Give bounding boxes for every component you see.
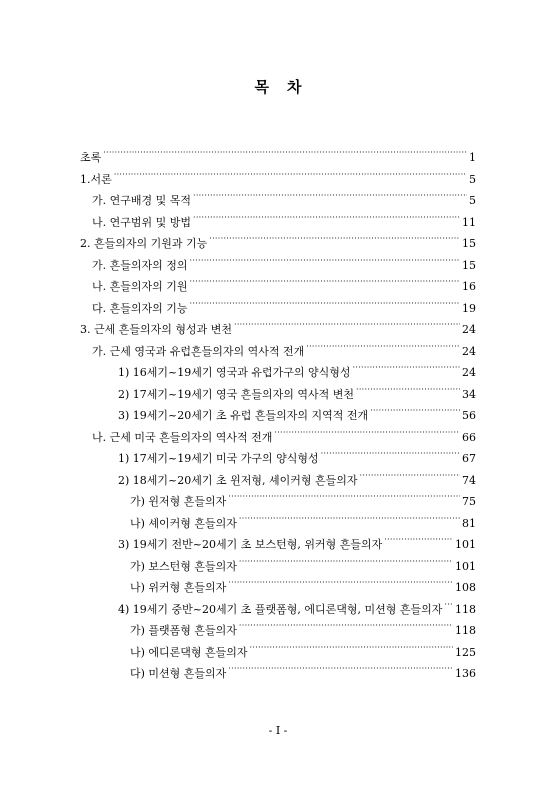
toc-entry[interactable] (92, 212, 476, 230)
toc-entry[interactable] (118, 384, 476, 402)
toc-leader-dots (190, 298, 461, 312)
page-footer: - I - (268, 724, 288, 737)
toc-entry-label: 2. 흔들의자의 기원과 기능 (80, 237, 208, 250)
toc-leader-dots (228, 491, 460, 505)
toc-entry-label: 2) 17세기~19세기 영국 흔들의자의 역사적 변천 (118, 387, 354, 401)
toc-leader-dots (306, 341, 460, 355)
title-char-2: 차 (287, 78, 302, 96)
toc-leader-dots (209, 233, 460, 247)
toc-leader-dots (234, 319, 460, 333)
toc-entry-label: 다. 흔들의자의 기능 (92, 301, 188, 315)
toc-leader-dots (193, 190, 467, 204)
toc-leader-dots (114, 169, 467, 183)
toc-leader-dots (370, 405, 460, 419)
toc-entry-label: 나) 에디론댁형 흔들의자 (130, 645, 248, 659)
toc-leader-dots (228, 663, 453, 677)
toc-leader-dots (250, 642, 453, 656)
toc-entry-label: 나. 연구범위 및 방법 (92, 215, 191, 229)
toc-entry[interactable] (92, 427, 476, 445)
toc-entry-label: 가. 흔들의자의 정의 (92, 258, 188, 272)
toc-entry-page-number: 81 (462, 516, 476, 530)
toc-entry-label: 1.서론 (80, 172, 112, 186)
toc-entry-page-number: 136 (455, 667, 476, 680)
toc-entry[interactable] (118, 405, 476, 423)
toc-entry-page-number: 5 (469, 194, 476, 207)
toc-leader-dots (356, 384, 460, 398)
toc-entry-page-number: 101 (455, 559, 476, 573)
toc-entry[interactable] (130, 663, 476, 681)
toc-entry-label: 나. 근세 미국 흔들의자의 역사적 전개 (92, 430, 273, 444)
toc-entry-page-number: 19 (462, 301, 476, 315)
toc-entry[interactable] (92, 276, 476, 294)
toc-entry[interactable] (92, 298, 476, 316)
toc-leader-dots (190, 255, 461, 269)
toc-entry-label: 3) 19세기 전반~20세기 초 보스턴형, 위커형 흔들의자 (118, 538, 383, 551)
toc-entry-page-number: 1 (469, 151, 476, 164)
toc-entry-label: 가) 플랫폼형 흔들의자 (130, 624, 237, 637)
toc-entry-label: 가) 보스턴형 흔들의자 (130, 559, 237, 573)
toc-entry[interactable] (118, 534, 476, 552)
toc-entry[interactable] (118, 470, 476, 488)
toc-entry-label: 가. 연구배경 및 목적 (92, 194, 191, 207)
toc-entry-label: 3) 19세기~20세기 초 유럽 흔들의자의 지역적 전개 (118, 409, 369, 422)
toc-entry[interactable] (118, 599, 476, 617)
toc-entry-page-number: 66 (462, 430, 476, 444)
toc-leader-dots (321, 448, 460, 462)
toc-leader-dots (190, 276, 461, 290)
toc-entry-label: 4) 19세기 중반~20세기 초 플랫폼형, 에디론댁형, 미션형 흔들의자 (118, 602, 443, 616)
toc-entry-page-number: 24 (462, 344, 476, 358)
toc-entry-page-number: 74 (462, 473, 476, 487)
toc-entry-label: 나. 흔들의자의 기원 (92, 280, 188, 293)
toc-entry-page-number: 67 (462, 452, 476, 465)
toc-entry-page-number: 75 (462, 495, 476, 508)
toc-entry-page-number: 118 (455, 624, 476, 637)
toc-entry-label: 1) 16세기~19세기 영국과 유럽가구의 양식형성 (118, 366, 351, 379)
toc-entry-page-number: 118 (455, 602, 476, 616)
toc-entry-page-number: 11 (462, 215, 476, 229)
toc-entry[interactable] (118, 362, 476, 380)
toc-leader-dots (353, 362, 460, 376)
toc-entry[interactable] (80, 319, 476, 337)
toc-entry[interactable] (130, 556, 476, 574)
toc-leader-dots (239, 513, 460, 527)
toc-entry-page-number: 125 (455, 645, 476, 659)
toc-entry-page-number: 24 (462, 323, 476, 336)
toc-entry-label: 3. 근세 흔들의자의 형성과 변천 (80, 323, 232, 336)
toc-entry[interactable] (130, 642, 476, 660)
toc-entry-label: 1) 17세기~19세기 미국 가구의 양식형성 (118, 452, 319, 465)
toc-leader-dots (360, 470, 461, 484)
toc-entry[interactable] (130, 577, 476, 595)
toc-entry-label: 나) 위커형 흔들의자 (130, 581, 227, 594)
toc-leader-dots (384, 534, 453, 548)
toc-leader-dots (239, 620, 453, 634)
toc-entry-page-number: 5 (469, 172, 476, 186)
toc-entry[interactable] (130, 491, 476, 509)
toc-entry-label: 초록 (80, 151, 102, 164)
toc-entry-label: 나) 셰이커형 흔들의자 (130, 516, 237, 530)
toc-entry-page-number: 15 (462, 258, 476, 272)
toc-entry[interactable] (130, 513, 476, 531)
toc-entry-page-number: 101 (455, 538, 476, 551)
toc-entry-label: 가) 윈저형 흔들의자 (130, 495, 227, 508)
toc-entry-page-number: 24 (462, 366, 476, 379)
toc-entry[interactable] (92, 190, 476, 208)
toc-leader-dots (274, 427, 460, 441)
toc-entry-label: 가. 근세 영국과 유럽흔들의자의 역사적 전개 (92, 344, 305, 358)
toc-leader-dots (239, 556, 453, 570)
toc-leader-dots (444, 599, 453, 613)
toc-leader-dots (103, 147, 467, 161)
toc-leader-dots (193, 212, 460, 226)
toc-entry[interactable] (80, 147, 476, 165)
toc-entry-page-number: 34 (462, 387, 476, 401)
toc-entry[interactable] (130, 620, 476, 638)
toc-entry[interactable] (80, 169, 476, 187)
toc-entry-page-number: 56 (462, 409, 476, 422)
toc-entry-label: 다) 미션형 흔들의자 (130, 667, 227, 680)
toc-entry-page-number: 15 (462, 237, 476, 250)
toc-leader-dots (228, 577, 453, 591)
toc-entry[interactable] (92, 341, 476, 359)
toc-entry-label: 2) 18세기~20세기 초 윈저형, 셰이커형 흔들의자 (118, 473, 358, 487)
toc-entry-page-number: 108 (455, 581, 476, 594)
title-char-1: 목 (254, 78, 269, 96)
toc-entry-page-number: 16 (462, 280, 476, 293)
toc-entry[interactable] (92, 255, 476, 273)
toc-entry[interactable] (118, 448, 476, 466)
toc-entry[interactable] (80, 233, 476, 251)
